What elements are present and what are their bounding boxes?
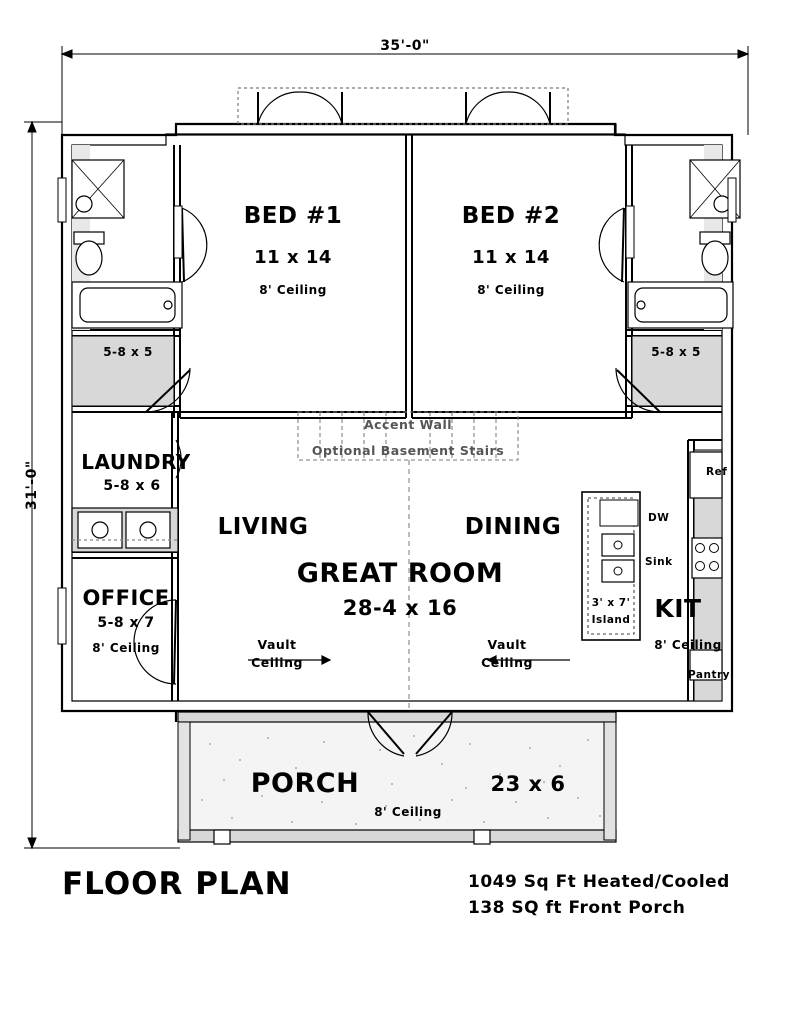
room-ceiling-kitchen: 8' Ceiling xyxy=(654,638,722,652)
fixture-label-island-size: 3' x 7' xyxy=(591,597,631,609)
kitchen-fixtures xyxy=(582,450,722,701)
vault-label-left-2: Ceiling xyxy=(251,655,303,670)
front-recess xyxy=(176,88,616,135)
room-ceiling-bed2: 8' Ceiling xyxy=(477,283,545,297)
room-dim-laundry: 5-8 x 6 xyxy=(103,478,161,494)
note-optional-stairs: Optional Basement Stairs xyxy=(311,443,505,458)
room-label-bed2: BED #2 xyxy=(461,203,561,229)
left-bath-fixtures xyxy=(72,160,182,328)
plan-title: FLOOR PLAN xyxy=(62,866,292,902)
room-label-great-room: GREAT ROOM xyxy=(296,558,504,589)
vault-label-left-1: Vault xyxy=(257,637,297,652)
room-label-living: LIVING xyxy=(217,514,309,540)
closet-label-left: 5-8 x 5 xyxy=(103,345,153,359)
room-dim-great-room: 28-4 x 16 xyxy=(342,596,458,620)
vault-label-right-2: Ceiling xyxy=(481,655,533,670)
laundry-fixtures xyxy=(72,508,178,552)
room-ceiling-bed1: 8' Ceiling xyxy=(259,283,327,297)
fixture-label-ref: Ref xyxy=(706,466,728,478)
room-label-laundry: LAUNDRY xyxy=(81,450,191,474)
room-dim-office: 5-8 x 7 xyxy=(97,615,155,631)
room-dim-bed1: 11 x 14 xyxy=(254,247,332,268)
fixture-label-sink: Sink xyxy=(645,556,673,568)
fixture-label-island: Island xyxy=(591,614,631,626)
overall-height-dimension: 31'-0" xyxy=(24,460,40,510)
fixture-label-dw: DW xyxy=(648,512,670,524)
room-label-office: OFFICE xyxy=(82,586,170,610)
room-dim-porch: 23 x 6 xyxy=(490,772,566,796)
area-heated-cooled: 1049 Sq Ft Heated/Cooled xyxy=(468,872,730,892)
area-front-porch: 138 SQ ft Front Porch xyxy=(468,898,686,918)
room-label-dining: DINING xyxy=(464,514,562,540)
closet-label-right: 5-8 x 5 xyxy=(651,345,701,359)
fixture-label-pantry: Pantry xyxy=(688,669,731,681)
room-label-bed1: BED #1 xyxy=(243,203,343,229)
room-ceiling-porch: 8' Ceiling xyxy=(374,805,442,819)
overall-width-dimension: 35'-0" xyxy=(380,38,430,54)
note-accent-wall: Accent Wall xyxy=(363,417,453,432)
room-label-porch: PORCH xyxy=(250,768,360,799)
right-bath-fixtures xyxy=(628,160,740,328)
vault-label-right-1: Vault xyxy=(487,637,527,652)
room-label-kitchen: KIT xyxy=(654,594,702,623)
closet-shading xyxy=(72,145,722,406)
room-dim-bed2: 11 x 14 xyxy=(472,247,550,268)
room-ceiling-office: 8' Ceiling xyxy=(92,641,160,655)
